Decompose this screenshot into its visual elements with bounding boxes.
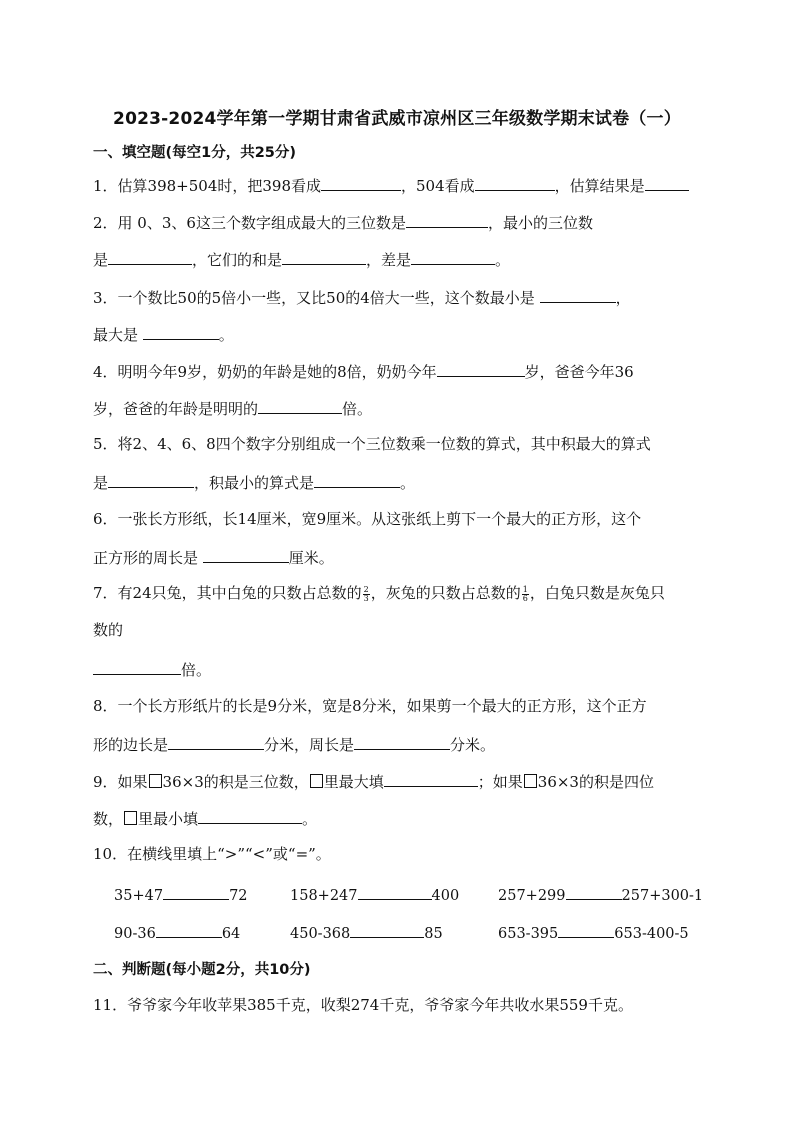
q7-blank-1[interactable]: [93, 658, 181, 675]
q8-text-a: 8．一个长方形纸片的长是9分米，宽是8分米，如果剪一个最大的正方形，这个正方: [93, 697, 647, 715]
fraction-two-thirds: [363, 586, 370, 603]
q9-text-g: 里最小填: [138, 810, 199, 828]
q8-text-c: 分米，周长是: [264, 736, 355, 754]
empty-box-icon: [524, 774, 537, 788]
q5-text-c: ，积最小的算式是: [194, 474, 315, 492]
q3-blank-1[interactable]: [540, 286, 616, 303]
question-2-line-2: [93, 248, 510, 270]
q4-text-b: 岁，爸爸今年36: [524, 363, 634, 381]
q4-text-c: 岁，爸爸的年龄是明明的: [93, 400, 259, 418]
q2-text-d: ，它们的和是: [192, 251, 283, 269]
q8-blank-1[interactable]: [168, 733, 264, 750]
empty-box-icon: [310, 774, 323, 788]
fraction-one-sixth: [522, 586, 529, 603]
question-8-line-2: [93, 733, 495, 755]
question-11: [93, 995, 633, 1015]
compare-item: [114, 883, 248, 904]
q1-blank-2[interactable]: [475, 174, 555, 191]
question-10: [93, 844, 331, 864]
question-7-line-3: [93, 658, 211, 680]
q2-text-e: ，差是: [366, 251, 412, 269]
fraction-numerator: 1: [522, 584, 528, 594]
q9-text-d: ；如果: [477, 773, 523, 791]
question-4-line-1: [93, 360, 634, 382]
q9-text-f: 数，: [93, 810, 124, 828]
question-7-line-1: [93, 583, 665, 603]
q4-text-a: 4．明明今年9岁，奶奶的年龄是她的8倍，奶奶今年: [93, 363, 437, 381]
q2-text-f: 。: [495, 251, 511, 269]
compare-item: [498, 883, 703, 904]
question-5-line-2: [93, 471, 415, 493]
q1-blank-3[interactable]: [645, 174, 689, 191]
compare-left: 450-368: [290, 926, 351, 942]
question-5-line-1: [93, 434, 651, 454]
fraction-denominator: 6: [522, 593, 528, 603]
compare-right: 653-400-5: [614, 926, 689, 942]
exam-title: 2023-2024学年第一学期甘肃省武威市凉州区三年级数学期末试卷（一）: [113, 109, 681, 129]
q4-blank-1[interactable]: [437, 360, 525, 377]
q7-text-c: ，白兔只数是灰兔只: [529, 584, 665, 602]
compare-item: [290, 883, 459, 904]
q5-blank-2[interactable]: [314, 471, 400, 488]
q6-text-c: 厘米。: [288, 549, 334, 567]
q9-text-e: 36×3的积是四位: [537, 773, 654, 791]
empty-box-icon: [124, 811, 137, 825]
q1-blank-1[interactable]: [321, 174, 401, 191]
compare-right: 85: [424, 926, 443, 942]
compare-blank[interactable]: [350, 921, 424, 938]
compare-blank[interactable]: [358, 883, 432, 900]
question-8-line-1: [93, 696, 647, 716]
q3-text-c: 最大是: [93, 326, 143, 344]
q7-text-d: 数的: [93, 621, 124, 639]
question-9-line-2: [93, 807, 317, 829]
compare-left: 35+47: [114, 888, 164, 904]
section-fill-in-title: 一、填空题(每空1分，共25分): [93, 145, 297, 161]
q9-text-c: 里最大填: [323, 773, 384, 791]
compare-right: 64: [221, 926, 241, 942]
compare-item: [498, 921, 689, 942]
q5-blank-1[interactable]: [108, 471, 194, 488]
question-9-line-1: [93, 770, 654, 792]
q9-text-h: 。: [302, 810, 318, 828]
question-7-line-2: [93, 620, 123, 640]
q1-text-a: 1．估算398+504时，把398看成: [93, 177, 322, 195]
compare-blank[interactable]: [163, 883, 229, 900]
question-6-line-1: [93, 509, 641, 529]
q8-text-b: 形的边长是: [93, 736, 169, 754]
question-4-line-2: [93, 397, 372, 419]
q10-text-a: 10．在横线里填上“>”“<”或“=”。: [93, 845, 331, 863]
compare-left: 158+247: [290, 888, 358, 904]
q3-text-b: ，: [615, 289, 631, 307]
q2-blank-4[interactable]: [411, 248, 495, 265]
question-6-line-2: [93, 546, 334, 568]
compare-item: [114, 921, 240, 942]
question-1: [93, 174, 689, 196]
q1-text-c: ，估算结果是: [554, 177, 645, 195]
q9-text-b: 36×3的积是三位数，: [162, 773, 309, 791]
question-3-line-1: [93, 286, 631, 308]
q6-blank-1[interactable]: [203, 546, 289, 563]
q6-text-b: 正方形的周长是: [93, 549, 203, 567]
q3-text-d: 。: [218, 326, 234, 344]
q9-blank-2[interactable]: [198, 807, 302, 824]
compare-right: 257+300-1: [621, 888, 704, 904]
q5-text-a: 5．将2、4、6、8四个数字分别组成一个三位数乘一位数的算式，其中积最大的算式: [93, 435, 651, 453]
q3-text-a: 3．一个数比50的5倍小一些，又比50的4倍大一些，这个数最小是: [93, 289, 540, 307]
q7-text-b: ，灰兔的只数占总数的: [370, 584, 521, 602]
q6-text-a: 6．一张长方形纸，长14厘米，宽9厘米。从这张纸上剪下一个最大的正方形，这个: [93, 510, 642, 528]
q2-text-a: 2．用 0、3、6这三个数字组成最大的三位数是: [93, 214, 406, 232]
fraction-denominator: 3: [363, 593, 369, 603]
question-2-line-1: [93, 211, 593, 233]
fraction-numerator: 2: [363, 584, 369, 594]
compare-right: 72: [229, 888, 248, 904]
q7-text-a: 7．有24只兔，其中白兔的只数占总数的: [93, 584, 362, 602]
q2-blank-3[interactable]: [282, 248, 366, 265]
q4-text-d: 倍。: [342, 400, 373, 418]
compare-item: [290, 921, 443, 942]
compare-right: 400: [431, 888, 460, 904]
q11-text: 11．爷爷家今年收苹果385千克，收梨274千克，爷爷家今年共收水果559千克。: [93, 996, 633, 1014]
q8-text-d: 分米。: [450, 736, 496, 754]
q1-text-b: ，504看成: [401, 177, 475, 195]
compare-left: 257+299: [498, 888, 566, 904]
q2-blank-2[interactable]: [108, 248, 192, 265]
q4-blank-2[interactable]: [258, 397, 342, 414]
q2-text-c: 是: [93, 251, 109, 269]
section-true-false-title: 二、判断题(每小题2分，共10分): [93, 962, 311, 978]
q2-text-b: ，最小的三位数: [487, 214, 593, 232]
q8-blank-2[interactable]: [354, 733, 450, 750]
compare-left: 90-36: [114, 926, 156, 942]
q9-blank-1[interactable]: [384, 770, 478, 787]
q5-text-b: 是: [93, 474, 109, 492]
q7-text-e: 倍。: [181, 661, 212, 679]
compare-left: 653-395: [498, 926, 559, 942]
compare-blank[interactable]: [558, 921, 614, 938]
compare-blank[interactable]: [156, 921, 222, 938]
question-3-line-2: [93, 323, 234, 345]
compare-blank[interactable]: [566, 883, 622, 900]
q9-text-a: 9．如果: [93, 773, 148, 791]
q3-blank-2[interactable]: [143, 323, 219, 340]
q2-blank-1[interactable]: [406, 211, 488, 228]
q5-text-d: 。: [400, 474, 416, 492]
empty-box-icon: [149, 774, 162, 788]
